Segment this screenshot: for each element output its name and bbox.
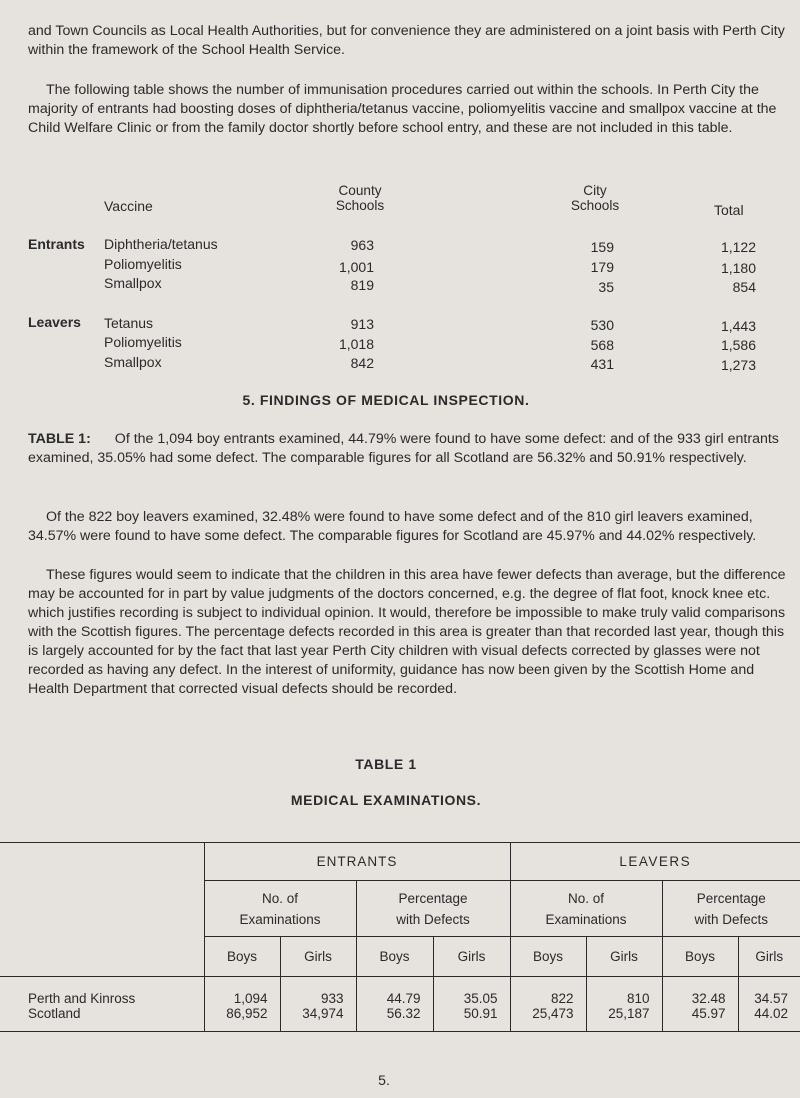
leavers-girls-percent: 44.02 xyxy=(738,1006,800,1032)
total-count: 1,586 xyxy=(720,337,756,353)
group-label-entrants: Entrants xyxy=(28,236,85,252)
leavers-boys-percent: 45.97 xyxy=(662,1006,738,1032)
county-schools-column-header: County Schools xyxy=(335,183,385,213)
entrants-boys-percent: 56.32 xyxy=(356,1006,433,1032)
findings-paragraph-1: TABLE 1: Of the 1,094 boy entrants examined, 44.79% were found to have some defect: and of the 933 girl entrants examined, 35.05% had some defect. The comparable figures for all Scotland are 56.32% and 50.91% respectively. xyxy=(28,431,779,466)
column-header-girls: Girls xyxy=(433,937,510,977)
county-count: 842 xyxy=(350,355,374,371)
column-header-boys: Boys xyxy=(510,937,586,977)
entrants-boys-percent: 44.79 xyxy=(356,977,433,1007)
table-row xyxy=(0,977,800,1007)
county-count: 1,001 xyxy=(338,259,374,275)
vaccine-name: Poliomyelitis xyxy=(104,334,182,350)
table1-title: TABLE 1 xyxy=(355,756,417,772)
entrants-group-header: ENTRANTS xyxy=(204,843,510,881)
total-count: 854 xyxy=(732,279,756,295)
medical-examinations-table xyxy=(0,842,800,1032)
entrants-girls-percent: 50.91 xyxy=(433,1006,510,1032)
county-count: 1,018 xyxy=(338,336,374,352)
total-count: 1,443 xyxy=(720,318,756,334)
immunisation-paragraph: The following table shows the number of immunisation procedures carried out within the schools. In Perth City the majority of entrants had boosting doses of diphtheria/tetanus vaccine, poliomyelitis vaccine and smallpox vaccine at the Child Welfare Clinic or from the family doctor shortly before school entry, and these are not included in this table. xyxy=(28,82,777,136)
leavers-boys-percent: 32.48 xyxy=(662,977,738,1007)
table-corner-cell xyxy=(0,843,204,977)
vaccine-name: Smallpox xyxy=(104,275,162,291)
leavers-girls-percent: 34.57 xyxy=(738,977,800,1007)
column-header-boys: Boys xyxy=(356,937,433,977)
vaccine-column-header: Vaccine xyxy=(104,198,153,214)
total-count: 1,180 xyxy=(720,260,756,276)
county-count: 913 xyxy=(350,316,374,332)
vaccine-name: Smallpox xyxy=(104,354,162,370)
vaccine-name: Poliomyelitis xyxy=(104,256,182,272)
entrants-boys-count: 86,952 xyxy=(204,1006,280,1032)
leavers-girls-count: 810 xyxy=(586,977,662,1007)
leavers-girls-count: 25,187 xyxy=(586,1006,662,1032)
table-row xyxy=(0,1006,800,1032)
findings-paragraph-2: Of the 822 boy leavers examined, 32.48% were found to have some defect and of the 810 girl leavers examined, 34.57% were found to have some defect. The comparable figures for Scotland are 45.97% and 44.02% respectively. xyxy=(28,509,757,544)
row-label: Perth and Kinross xyxy=(0,977,204,1007)
total-count: 1,273 xyxy=(720,357,756,373)
county-count: 963 xyxy=(350,237,374,253)
column-header-girls: Girls xyxy=(586,937,662,977)
intro-continuation-paragraph: and Town Councils as Local Health Authorities, but for convenience they are administered on a joint basis with Perth City within the framework of the School Health Service. xyxy=(28,23,785,58)
entrants-girls-count: 34,974 xyxy=(280,1006,356,1032)
column-header-girls: Girls xyxy=(738,937,800,977)
total-column-header: Total xyxy=(714,202,744,218)
city-count: 568 xyxy=(590,337,614,353)
row-label: Scotland xyxy=(0,1006,204,1032)
findings-paragraph-3: These figures would seem to indicate that the children in this area have fewer defects than average, but the difference may be accounted for in part by value judgments of the doctors concerned, e.g. the degree of flat foot, knock knee etc. which justifies recording is subject to individual opinion. It would, therefore be impossible to make truly valid comparisons with the Scottish figures. The percentage defects recorded in this area is greater than that recorded last year, though this is largely accounted for by the fact that last year Perth City children with visual defects corrected by glasses were not recorded as having any defect. In the interest of uniformity, guidance has now been given by the Scottish Home and Health Department that corrected visual defects should be recorded. xyxy=(28,567,786,697)
section-heading: 5. FINDINGS OF MEDICAL INSPECTION. xyxy=(242,392,530,408)
city-schools-column-header: City Schools xyxy=(570,183,620,213)
vaccine-name: Diphtheria/tetanus xyxy=(104,236,218,252)
entrants-percentage-header: Percentage with Defects xyxy=(356,881,510,937)
table1-reference: TABLE 1: xyxy=(28,431,91,447)
column-header-girls: Girls xyxy=(280,937,356,977)
leavers-boys-count: 25,473 xyxy=(510,1006,586,1032)
table1-subtitle: MEDICAL EXAMINATIONS. xyxy=(290,792,482,808)
leavers-boys-count: 822 xyxy=(510,977,586,1007)
entrants-examinations-header: No. of Examinations xyxy=(204,881,356,937)
city-count: 159 xyxy=(590,239,614,255)
group-label-leavers: Leavers xyxy=(28,314,81,330)
column-header-boys: Boys xyxy=(204,937,280,977)
leavers-examinations-header: No. of Examinations xyxy=(510,881,662,937)
city-count: 530 xyxy=(590,317,614,333)
entrants-boys-count: 1,094 xyxy=(204,977,280,1007)
column-header-boys: Boys xyxy=(662,937,738,977)
leavers-percentage-header: Percentage with Defects xyxy=(662,881,800,937)
city-count: 179 xyxy=(590,259,614,275)
entrants-girls-count: 933 xyxy=(280,977,356,1007)
leavers-group-header: LEAVERS xyxy=(510,843,800,881)
page-number: 5. xyxy=(378,1072,390,1088)
city-count: 431 xyxy=(590,356,614,372)
entrants-girls-percent: 35.05 xyxy=(433,977,510,1007)
county-count: 819 xyxy=(350,277,374,293)
vaccine-name: Tetanus xyxy=(104,315,154,331)
total-count: 1,122 xyxy=(720,239,756,255)
city-count: 35 xyxy=(598,279,614,295)
